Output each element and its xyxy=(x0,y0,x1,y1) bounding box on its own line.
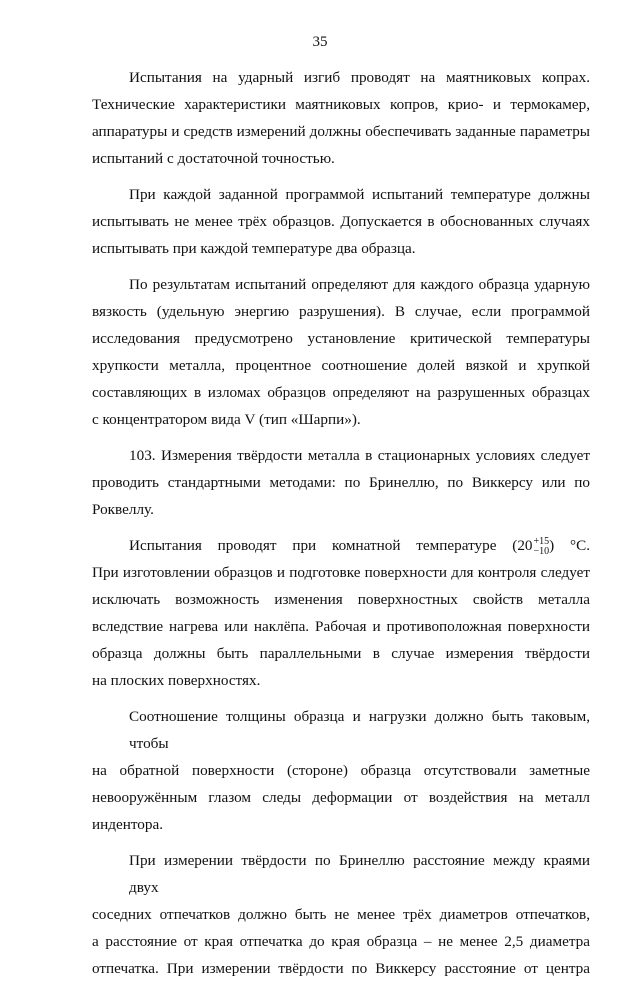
text-line: исследования предусмотрено установление критической температуры xyxy=(92,330,590,347)
text-line: невооружённым глазом следы деформации от воздействия на металл xyxy=(92,789,590,806)
text-line: образца должны быть параллельными в случае измерения твёрдости xyxy=(92,645,590,662)
text-line: испытаний с достаточной точностью. xyxy=(92,150,335,167)
text-line: индентора. xyxy=(92,816,164,833)
document-body xyxy=(92,64,590,982)
text-line: Роквеллу. xyxy=(92,501,154,518)
text-line: При измерении твёрдости по Бринеллю расстояние между краями двух xyxy=(129,852,590,896)
text-line: Испытания на ударный изгиб проводят на маятниковых копрах. xyxy=(129,69,590,86)
text-line-temperature xyxy=(92,532,590,559)
text-line: на плоских поверхностях. xyxy=(92,672,261,689)
text-line: вязкость (удельную энергию разрушения). В случае, если программой xyxy=(92,303,590,320)
text-line: с концентратором вида V (тип «Шарпи»). xyxy=(92,411,361,428)
paragraph-thickness-load xyxy=(92,703,590,838)
text-line: испытывать не менее трёх образцов. Допускается в обоснованных случаях xyxy=(92,213,590,230)
text-line: По результатам испытаний определяют для каждого образца ударную xyxy=(129,276,590,293)
text-line: При изготовлении образцов и подготовке поверхности для контроля следует xyxy=(92,564,590,581)
tolerance-lower: −10 xyxy=(533,545,550,557)
text-line: хрупкости металла, процентное соотношение долей вязкой и хрупкой xyxy=(92,357,590,374)
text-line: аппаратуры и средств измерений должны обеспечивать заданные параметры xyxy=(92,123,590,140)
text-line: Технические характеристики маятниковых копров, крио- и термокамер, xyxy=(92,96,590,113)
paragraph-impact-tests xyxy=(92,64,590,172)
paragraph-brinell-spacing xyxy=(92,847,590,982)
page-number: 35 xyxy=(312,34,328,50)
text-line: отпечатка. При измерении твёрдости по Виккерсу расстояние от центра xyxy=(92,960,590,977)
paragraph-results xyxy=(92,271,590,433)
paragraph-sample-count xyxy=(92,181,590,262)
tolerance-upper: +15 xyxy=(533,535,550,547)
text-line: вследствие нагрева или наклёпа. Рабочая и противоположная поверхности xyxy=(92,618,590,635)
temperature-text: Испытания проводят при комнатной температуре xyxy=(129,537,497,554)
text-line: испытывать при каждой температуре два образца. xyxy=(92,240,416,257)
paragraph-103-hardness xyxy=(92,442,590,523)
temperature-tolerance xyxy=(534,537,550,557)
paragraph-temperature xyxy=(92,532,590,694)
text-line: а расстояние от края отпечатка до края образца – не менее 2,5 диаметра xyxy=(92,933,590,950)
text-line: на обратной поверхности (стороне) образца отсутствовали заметные xyxy=(92,762,590,779)
text-line: проводить стандартными методами: по Бринеллю, по Виккерсу или по xyxy=(92,474,590,491)
text-line: исключать возможность изменения поверхностных свойств металла xyxy=(92,591,590,608)
text-line: Соотношение толщины образца и нагрузки должно быть таковым, чтобы xyxy=(129,708,590,752)
text-line: При каждой заданной программой испытаний температуре должны xyxy=(129,186,590,203)
text-line: 103. Измерения твёрдости металла в стационарных условиях следует xyxy=(129,447,590,464)
text-line: составляющих в изломах образцов определяют на разрушенных образцах xyxy=(92,384,590,401)
text-line: соседних отпечатков должно быть не менее трёх диаметров отпечатков, xyxy=(92,906,590,923)
temperature-formula: (20 +15 −10 ) °C. xyxy=(512,535,591,557)
